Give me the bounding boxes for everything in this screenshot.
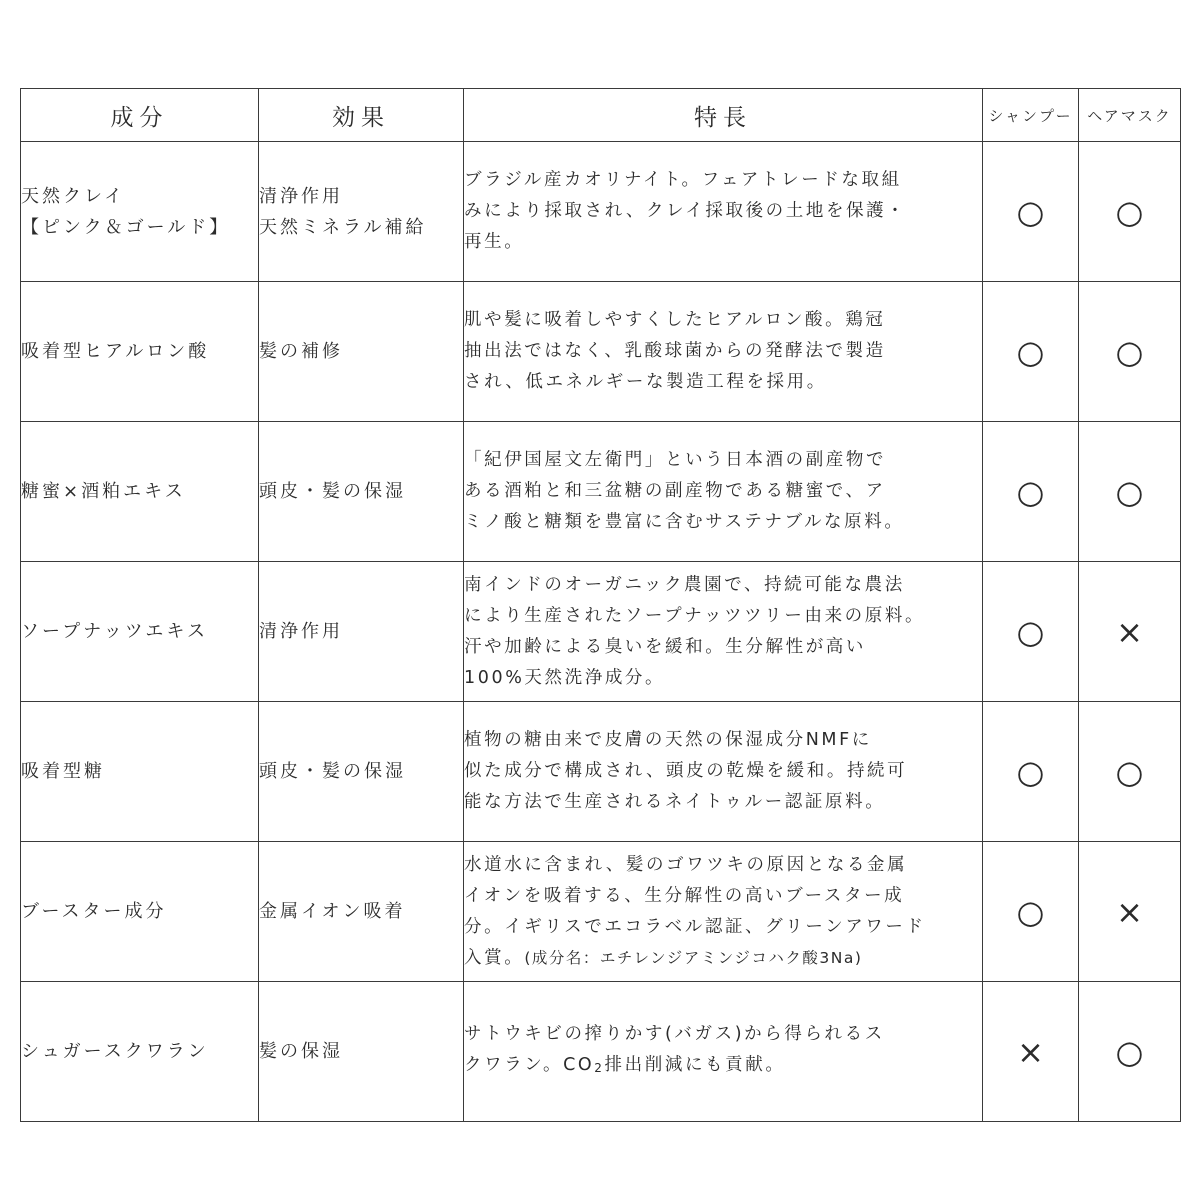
header-shampoo: シャンプー bbox=[983, 89, 1079, 142]
table-row bbox=[21, 982, 1181, 1122]
feature-line-text: クワラン。CO bbox=[464, 1055, 595, 1075]
effect-cell bbox=[259, 422, 464, 562]
table-row bbox=[21, 422, 1181, 562]
shampoo-mark bbox=[983, 842, 1079, 982]
ingredient-name-line: ブースター成分 bbox=[21, 901, 167, 922]
feature-line: 植物の糖由来で皮膚の天然の保湿成分NMFに bbox=[464, 730, 872, 750]
hair-mask-mark bbox=[1079, 282, 1181, 422]
shampoo-mark bbox=[983, 142, 1079, 282]
circle-mark-icon: ○ bbox=[1016, 752, 1045, 791]
ingredient-note: (成分名：エチレンジアミンジコハク酸3Na) bbox=[524, 948, 863, 967]
feature-line: 汗や加齢による臭いを緩和。生分解性が高い bbox=[464, 636, 866, 657]
feature-line: ミノ酸と糖類を豊富に含むサステナブルな原料。 bbox=[464, 512, 905, 532]
circle-mark-icon: ○ bbox=[1115, 192, 1144, 231]
ingredient-name bbox=[21, 282, 259, 422]
feature-line: 能な方法で生産されるネイトゥルー認証原料。 bbox=[464, 792, 886, 812]
shampoo-mark bbox=[983, 982, 1079, 1122]
feature-line-text: 排出削減にも貢献。 bbox=[604, 1055, 786, 1075]
feature-line-text: 入賞。 bbox=[464, 947, 525, 968]
table-row bbox=[21, 562, 1181, 702]
hair-mask-mark bbox=[1079, 842, 1181, 982]
effect-cell bbox=[259, 982, 464, 1122]
ingredient-name bbox=[21, 422, 259, 562]
effect-cell bbox=[259, 562, 464, 702]
effect-line: 髪の補修 bbox=[259, 341, 343, 362]
feature-line: 再生。 bbox=[464, 232, 525, 252]
feature-cell bbox=[464, 282, 983, 422]
hair-mask-mark bbox=[1079, 422, 1181, 562]
feature-line: され、低エネルギーな製造工程を採用。 bbox=[464, 372, 827, 392]
effect-line: 天然ミネラル補給 bbox=[259, 216, 427, 238]
table-row bbox=[21, 282, 1181, 422]
header-feature: 特長 bbox=[464, 89, 983, 142]
ingredient-name-line: シュガースクワラン bbox=[21, 1041, 209, 1062]
hair-mask-mark bbox=[1079, 982, 1181, 1122]
circle-mark-icon: ○ bbox=[1115, 472, 1144, 511]
ingredient-name-line: 糖蜜×酒粕エキス bbox=[21, 481, 186, 502]
feature-line: ブラジル産カオリナイト。フェアトレードな取組 bbox=[464, 170, 902, 190]
feature-cell bbox=[464, 562, 983, 702]
cross-mark-icon: × bbox=[1116, 892, 1143, 931]
ingredient-name bbox=[21, 562, 259, 702]
shampoo-mark bbox=[983, 702, 1079, 842]
shampoo-mark bbox=[983, 562, 1079, 702]
hair-mask-mark bbox=[1079, 702, 1181, 842]
feature-line: 似た成分で構成され、頭皮の乾燥を緩和。持続可 bbox=[464, 761, 908, 781]
circle-mark-icon: ○ bbox=[1115, 332, 1144, 371]
shampoo-mark bbox=[983, 422, 1079, 562]
circle-mark-icon: ○ bbox=[1115, 752, 1144, 791]
feature-line: サトウキビの搾りかす(バガス)から得られるス bbox=[464, 1024, 885, 1044]
effect-line: 頭皮・髪の保湿 bbox=[259, 481, 406, 502]
table-row bbox=[21, 842, 1181, 982]
ingredient-name-line: 吸着型ヒアルロン酸 bbox=[21, 341, 210, 362]
feature-line bbox=[464, 1050, 982, 1084]
feature-line: 水道水に含まれ、髪のゴワツキの原因となる金属 bbox=[464, 854, 908, 875]
circle-mark-icon: ○ bbox=[1016, 192, 1045, 231]
ingredient-name bbox=[21, 842, 259, 982]
circle-mark-icon: ○ bbox=[1016, 612, 1045, 651]
effect-cell bbox=[259, 842, 464, 982]
hair-mask-mark bbox=[1079, 562, 1181, 702]
feature-line: 南インドのオーガニック農園で、持続可能な農法 bbox=[464, 574, 905, 595]
effect-line: 頭皮・髪の保湿 bbox=[259, 761, 406, 782]
circle-mark-icon: ○ bbox=[1016, 892, 1045, 931]
ingredient-name-line: 吸着型糖 bbox=[21, 761, 105, 782]
ingredient-name bbox=[21, 702, 259, 842]
circle-mark-icon: ○ bbox=[1016, 472, 1045, 511]
table-row bbox=[21, 702, 1181, 842]
effect-line: 清浄作用 bbox=[259, 185, 343, 207]
ingredient-name bbox=[21, 982, 259, 1122]
header-ingredient: 成分 bbox=[21, 89, 259, 142]
feature-line: 100%天然洗浄成分。 bbox=[464, 667, 666, 688]
cross-mark-icon: × bbox=[1116, 612, 1143, 651]
feature-line bbox=[464, 943, 982, 974]
feature-line: 分。イギリスでエコラベル認証、グリーンアワード bbox=[464, 916, 926, 937]
ingredient-table bbox=[20, 88, 1181, 1122]
feature-line: により生産されたソープナッツツリー由来の原料。 bbox=[464, 605, 926, 626]
feature-line: みにより採取され、クレイ採取後の土地を保護・ bbox=[464, 201, 907, 221]
feature-cell bbox=[464, 422, 983, 562]
header-effect: 効果 bbox=[259, 89, 464, 142]
feature-cell bbox=[464, 702, 983, 842]
effect-line: 清浄作用 bbox=[259, 621, 343, 642]
cross-mark-icon: × bbox=[1017, 1032, 1044, 1071]
circle-mark-icon: ○ bbox=[1016, 332, 1045, 371]
header-hair-mask: ヘアマスク bbox=[1079, 89, 1181, 142]
ingredient-name-line: ソープナッツエキス bbox=[21, 621, 209, 642]
effect-line: 髪の保湿 bbox=[259, 1041, 343, 1062]
ingredient-name bbox=[21, 142, 259, 282]
effect-cell bbox=[259, 702, 464, 842]
feature-cell bbox=[464, 142, 983, 282]
table-header-row bbox=[21, 89, 1181, 142]
feature-line: 「紀伊国屋文左衛門」という日本酒の副産物で bbox=[464, 450, 887, 470]
ingredient-name-line: 【ピンク＆ゴールド】 bbox=[21, 216, 231, 238]
effect-cell bbox=[259, 282, 464, 422]
feature-cell bbox=[464, 842, 983, 982]
feature-cell bbox=[464, 982, 983, 1122]
feature-line: 肌や髪に吸着しやすくしたヒアルロン酸。鶏冠 bbox=[464, 310, 886, 330]
effect-cell bbox=[259, 142, 464, 282]
hair-mask-mark bbox=[1079, 142, 1181, 282]
effect-line: 金属イオン吸着 bbox=[259, 901, 406, 922]
ingredient-name-line: 天然クレイ bbox=[21, 185, 126, 207]
shampoo-mark bbox=[983, 282, 1079, 422]
feature-line: ある酒粕と和三盆糖の副産物である糖蜜で、ア bbox=[464, 481, 886, 501]
subscript-2: 2 bbox=[594, 1061, 605, 1075]
circle-mark-icon: ○ bbox=[1115, 1032, 1144, 1071]
feature-line: イオンを吸着する、生分解性の高いブースター成 bbox=[464, 885, 905, 906]
table-row bbox=[21, 142, 1181, 282]
feature-line: 抽出法ではなく、乳酸球菌からの発酵法で製造 bbox=[464, 341, 886, 361]
